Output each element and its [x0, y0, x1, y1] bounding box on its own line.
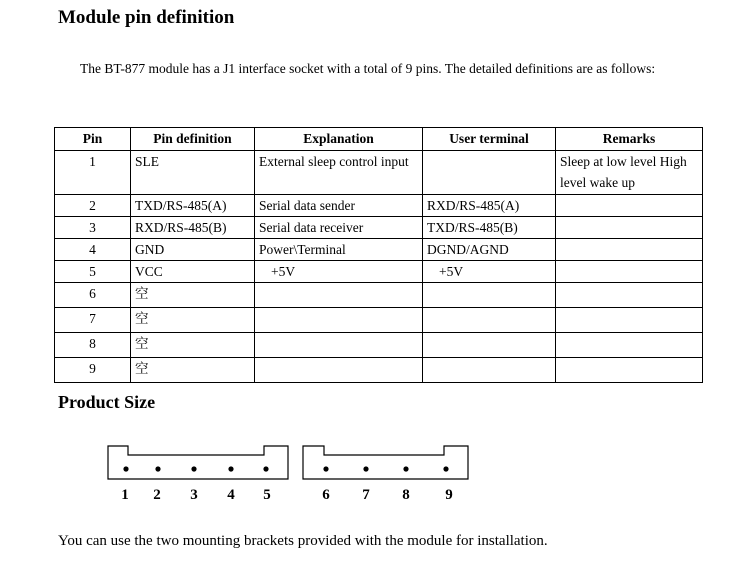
- cell-remarks: [556, 358, 703, 383]
- cell-pin-definition: SLE: [131, 151, 255, 195]
- header-explanation: Explanation: [255, 128, 423, 151]
- connector-pin-9: [443, 466, 448, 471]
- cell-pin: 3: [55, 217, 131, 239]
- cell-pin-definition: TXD/RS-485(A): [131, 195, 255, 217]
- connector-pin-2: [155, 466, 160, 471]
- connector-pin-label: 7: [362, 487, 370, 503]
- connector-pin-label: 4: [227, 487, 235, 503]
- cell-pin: 6: [55, 283, 131, 308]
- connector-pin-label: 3: [190, 487, 198, 503]
- cell-user-terminal: [423, 358, 556, 383]
- cell-pin: 5: [55, 261, 131, 283]
- section-title-pin-definition: Module pin definition: [58, 7, 235, 28]
- cell-pin-definition: 空: [131, 283, 255, 308]
- connector-left-outline: [108, 446, 288, 479]
- cell-pin-definition: 空: [131, 308, 255, 333]
- connector-pin-label: 9: [445, 487, 453, 503]
- cell-pin: 2: [55, 195, 131, 217]
- cell-pin: 1: [55, 151, 131, 195]
- header-pin-definition: Pin definition: [131, 128, 255, 151]
- table-row: [55, 308, 703, 333]
- cell-explanation: [255, 308, 423, 333]
- table-row: [55, 151, 703, 195]
- table-row: [55, 239, 703, 261]
- cell-user-terminal: [423, 308, 556, 333]
- table-header-row: [55, 128, 703, 151]
- cell-user-terminal: DGND/AGND: [423, 239, 556, 261]
- cell-remarks: [556, 217, 703, 239]
- table-row: [55, 358, 703, 383]
- cell-pin-definition: GND: [131, 239, 255, 261]
- connector-pin-label: 5: [263, 487, 271, 503]
- table-row: [55, 261, 703, 283]
- cell-remarks: [556, 195, 703, 217]
- connector-pin-1: [123, 466, 128, 471]
- connector-pin-label: 6: [322, 487, 330, 503]
- cell-pin-definition: RXD/RS-485(B): [131, 217, 255, 239]
- connector-diagram: [100, 438, 480, 510]
- cell-explanation: +5V: [255, 261, 423, 283]
- section-title-product-size: Product Size: [58, 392, 156, 412]
- cell-user-terminal: [423, 151, 556, 195]
- header-user-terminal: User terminal: [423, 128, 556, 151]
- connector-pin-5: [263, 466, 268, 471]
- cell-pin-definition: VCC: [131, 261, 255, 283]
- cell-pin: 9: [55, 358, 131, 383]
- connector-pin-4: [228, 466, 233, 471]
- cell-explanation: [255, 333, 423, 358]
- cell-user-terminal: RXD/RS-485(A): [423, 195, 556, 217]
- cell-user-terminal: +5V: [423, 261, 556, 283]
- cell-remarks: [556, 261, 703, 283]
- connector-pin-8: [403, 466, 408, 471]
- connector-pin-label: 8: [402, 487, 410, 503]
- pin-definition-table: [54, 127, 703, 383]
- intro-paragraph: The BT-877 module has a J1 interface socket with a total of 9 pins. The detailed definitions are as follows:: [80, 61, 656, 76]
- cell-pin: 8: [55, 333, 131, 358]
- table-row: [55, 195, 703, 217]
- header-remarks: Remarks: [556, 128, 703, 151]
- cell-pin: 7: [55, 308, 131, 333]
- cell-remarks: [556, 283, 703, 308]
- footer-text: You can use the two mounting brackets provided with the module for installation.: [58, 533, 548, 549]
- connector-pin-label: 2: [153, 487, 161, 503]
- header-pin: Pin: [55, 128, 131, 151]
- cell-user-terminal: [423, 333, 556, 358]
- cell-pin-definition: 空: [131, 358, 255, 383]
- cell-explanation: External sleep control input: [255, 151, 423, 195]
- table-row: [55, 283, 703, 308]
- cell-remarks: [556, 308, 703, 333]
- connector-right-outline: [303, 446, 468, 479]
- cell-explanation: [255, 358, 423, 383]
- connector-pin-label: 1: [121, 487, 129, 503]
- cell-user-terminal: TXD/RS-485(B): [423, 217, 556, 239]
- cell-explanation: Power\Terminal: [255, 239, 423, 261]
- cell-pin-definition: 空: [131, 333, 255, 358]
- cell-remarks: [556, 239, 703, 261]
- cell-remarks: [556, 333, 703, 358]
- cell-remarks: Sleep at low level High level wake up: [556, 151, 703, 195]
- connector-pin-3: [191, 466, 196, 471]
- connector-pin-6: [323, 466, 328, 471]
- cell-explanation: Serial data sender: [255, 195, 423, 217]
- cell-pin: 4: [55, 239, 131, 261]
- table-row: [55, 333, 703, 358]
- connector-pin-7: [363, 466, 368, 471]
- cell-user-terminal: [423, 283, 556, 308]
- cell-explanation: Serial data receiver: [255, 217, 423, 239]
- cell-explanation: [255, 283, 423, 308]
- table-row: [55, 217, 703, 239]
